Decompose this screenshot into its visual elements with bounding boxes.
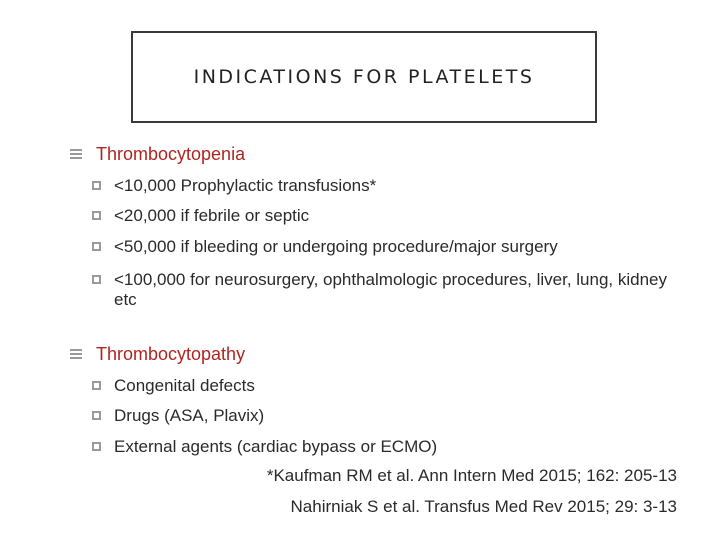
list-item-text: <20,000 if febrile or septic	[114, 206, 310, 225]
reference-kaufman: *Kaufman RM et al. Ann Intern Med 2015; 162: 205-13	[266, 466, 677, 485]
list-item	[92, 206, 692, 226]
bullet-square-icon	[92, 242, 101, 251]
list-item-text: <50,000 if bleeding or undergoing procedure/major surgery	[114, 237, 558, 256]
section-heading-thrombocytopathy	[70, 344, 245, 364]
list-item-text: External agents (cardiac bypass or ECMO)	[114, 437, 438, 456]
section-heading-label: Thrombocytopenia	[96, 144, 246, 164]
section-heading-thrombocytopenia	[70, 144, 245, 164]
section-heading-label: Thrombocytopathy	[96, 344, 246, 364]
slide-title: INDICATIONS FOR PLATELETS	[193, 66, 535, 88]
list-item-text: Congenital defects	[114, 376, 255, 395]
reference-nahirniak: Nahirniak S et al. Transfus Med Rev 2015; 29: 3-13	[290, 497, 677, 516]
list-item-text: <10,000 Prophylactic transfusions*	[114, 176, 377, 195]
bullet-square-icon	[92, 211, 101, 220]
list-item	[92, 437, 692, 457]
list-item	[92, 376, 692, 396]
bullet-square-icon	[92, 442, 101, 451]
list-item-text: <100,000 for neurosurgery, ophthalmologic procedures, liver, lung, kidney etc	[114, 270, 667, 309]
bullet-square-icon	[92, 411, 101, 420]
bullet-lines-icon	[70, 149, 82, 159]
list-item	[92, 176, 692, 196]
bullet-lines-icon	[70, 349, 82, 359]
bullet-square-icon	[92, 275, 101, 284]
list-item-text: Drugs (ASA, Plavix)	[114, 406, 265, 425]
list-item	[92, 237, 692, 257]
list-item	[92, 406, 692, 426]
bullet-square-icon	[92, 181, 101, 190]
bullet-square-icon	[92, 381, 101, 390]
title-box	[131, 31, 597, 123]
list-item	[92, 270, 672, 310]
